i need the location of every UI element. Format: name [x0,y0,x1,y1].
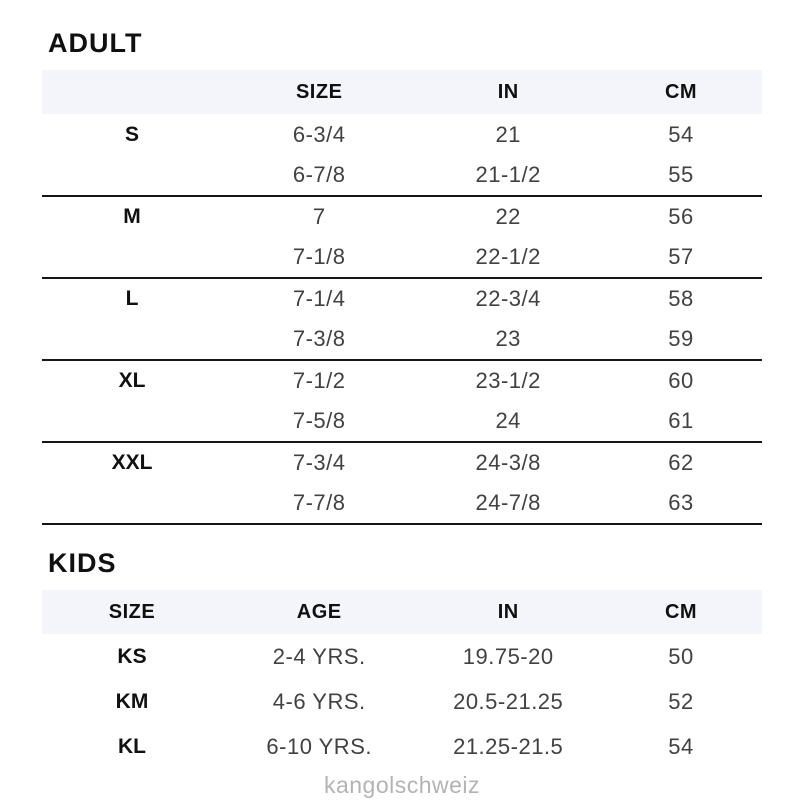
size-value: 23 [416,319,600,360]
table-row [42,724,762,769]
size-value: 21 [495,121,521,147]
table-row [42,237,762,278]
size-label: S [124,122,139,146]
size-value: 57 [600,237,762,278]
size-value: 7-1/2 [292,368,346,393]
size-value: 22-3/4 [475,286,541,311]
kids-section-title: KIDS [48,548,117,578]
size-value: 52 [668,688,694,714]
table-row [42,155,762,196]
adult-size-table [42,70,762,525]
size-value: 55 [600,155,762,196]
size-value: 58 [668,286,694,311]
size-value: 54 [668,121,694,147]
size-value: 4-6 YRS. [272,688,366,714]
table-row [42,278,762,319]
table-row [42,196,762,237]
table-row [42,442,762,483]
adult-section-title: ADULT [48,28,143,58]
size-label: XL [118,369,146,392]
table-row [42,483,762,524]
header-row [42,70,762,114]
size-value: 7-5/8 [222,401,416,442]
size-value: 7-3/4 [292,450,346,475]
table-row [42,401,762,442]
size-value: 6-3/4 [292,121,346,147]
size-value: 61 [600,401,762,442]
size-value: 7-1/8 [222,237,416,278]
size-value: 2-4 YRS. [272,643,366,669]
size-value: 24-3/8 [475,450,541,475]
size-label: KM [115,689,149,713]
column-header: IN [416,590,600,634]
size-label: KL [118,734,146,758]
table-row [42,319,762,360]
column-header: AGE [222,590,416,634]
table-row [42,114,762,155]
size-value: 7 [312,204,326,229]
column-header: CM [600,70,762,114]
size-value: 56 [668,204,694,229]
kids-table-header [42,590,762,634]
size-value: 20.5-21.25 [453,688,564,714]
size-value: 63 [600,483,762,524]
size-value: 22-1/2 [416,237,600,278]
size-value: 7-3/8 [222,319,416,360]
size-value: 22 [495,204,521,229]
kids-table-body [42,634,762,769]
column-header [42,70,222,114]
size-label [42,401,222,442]
size-value: 7-1/4 [292,286,346,311]
column-header: SIZE [42,590,222,634]
size-label [42,155,222,196]
column-header: SIZE [222,70,416,114]
size-label: XXL [111,451,153,474]
size-value: 60 [668,368,694,393]
size-label [42,483,222,524]
column-header: IN [416,70,600,114]
table-row [42,634,762,679]
size-value: 19.75-20 [462,643,554,669]
size-label: KS [117,644,147,668]
size-value: 7-7/8 [222,483,416,524]
size-value: 59 [600,319,762,360]
adult-table-body [42,114,762,524]
size-value: 24-7/8 [416,483,600,524]
size-value: 50 [668,643,694,669]
size-value: 6-7/8 [222,155,416,196]
column-header: CM [600,590,762,634]
watermark: kangolschweiz [323,772,481,798]
header-row [42,590,762,634]
table-row [42,679,762,724]
size-label: M [123,205,141,228]
size-label [42,237,222,278]
size-value: 24 [416,401,600,442]
size-label: L [125,287,139,310]
size-value: 62 [668,450,694,475]
size-value: 23-1/2 [475,368,541,393]
size-value: 21.25-21.5 [453,733,564,759]
size-value: 6-10 YRS. [266,733,372,759]
size-label [42,319,222,360]
adult-table-header [42,70,762,114]
kids-size-table [42,590,762,769]
size-value: 21-1/2 [416,155,600,196]
table-row [42,360,762,401]
size-value: 54 [668,733,694,759]
